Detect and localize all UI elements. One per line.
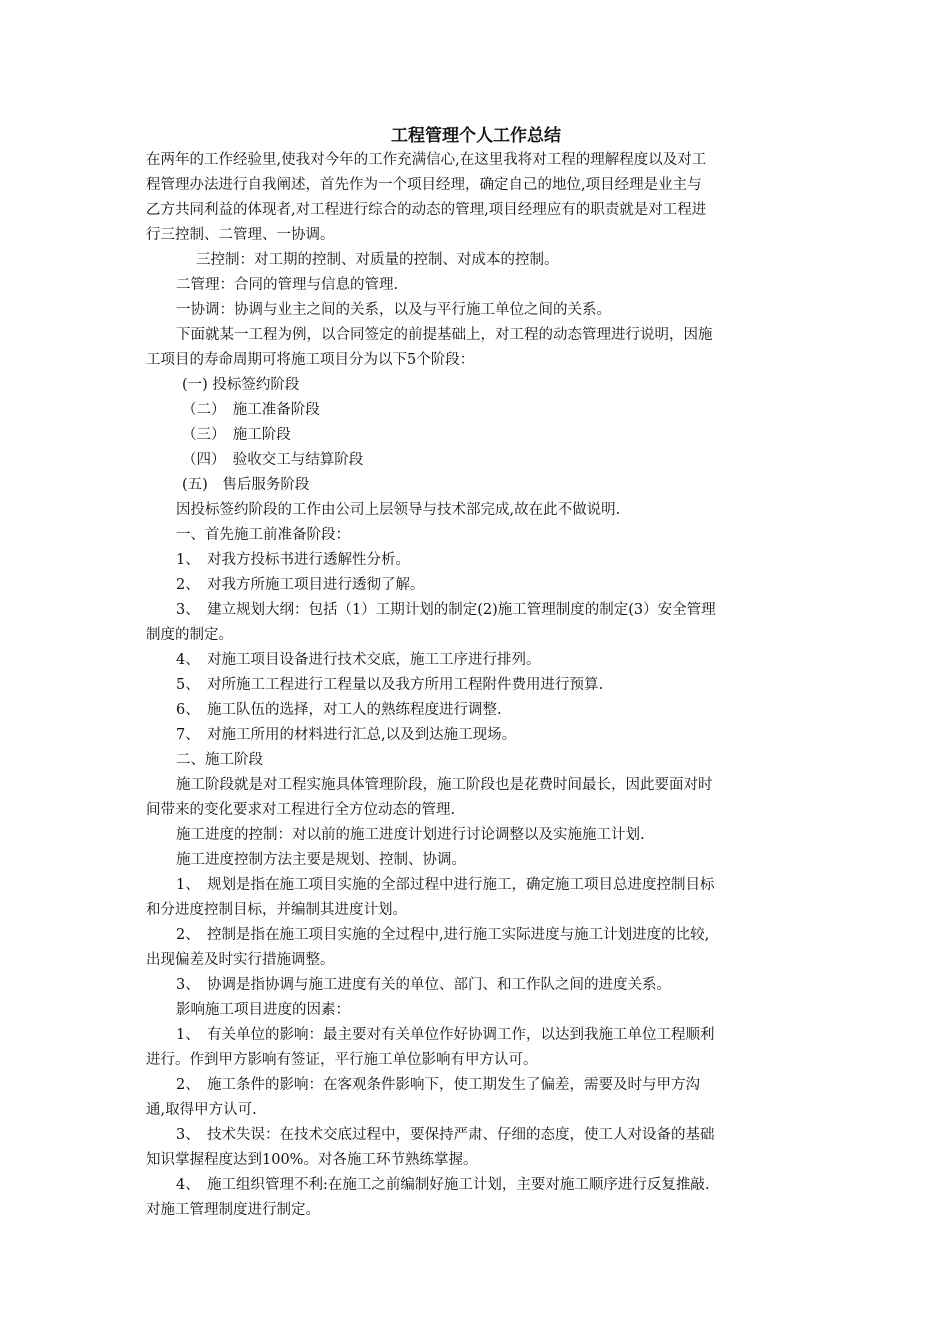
document-title: 工程管理个人工作总结 xyxy=(391,126,561,146)
list-item: 1、 有关单位的影响：最主要对有关单位作好协调工作，以达到我施工单位工程顺利 xyxy=(176,1027,715,1043)
paragraph-line: 出现偏差及时实行措施调整。 xyxy=(146,952,335,968)
section-heading: 二、施工阶段 xyxy=(176,752,263,768)
list-item: 1、 规划是指在施工项目实施的全部过程中进行施工，确定施工项目总进度控制目标 xyxy=(176,877,715,893)
list-item: 3、 建立规划大纲：包括（1）工期计划的制定(2)施工管理制度的制定(3）安全管理 xyxy=(176,602,716,618)
paragraph-line: 施工进度的控制：对以前的施工进度计划进行讨论调整以及实施施工计划. xyxy=(176,827,645,843)
list-item: 4、 对施工项目设备进行技术交底，施工工序进行排列。 xyxy=(176,652,541,668)
list-item: （三） 施工阶段 xyxy=(182,427,291,443)
paragraph-line: 一协调：协调与业主之间的关系，以及与平行施工单位之间的关系。 xyxy=(176,302,611,318)
paragraph-line: 影响施工项目进度的因素： xyxy=(176,1002,350,1018)
paragraph-line: 进行。作到甲方影响有签证，平行施工单位影响有甲方认可。 xyxy=(146,1052,538,1068)
list-item: 3、 协调是指协调与施工进度有关的单位、部门、和工作队之间的进度关系。 xyxy=(176,977,671,993)
list-item: 2、 对我方所施工项目进行透彻了解。 xyxy=(176,577,425,593)
paragraph-line: 知识掌握程度达到100%。对各施工环节熟练掌握。 xyxy=(146,1152,478,1168)
list-item: 6、 施工队伍的选择，对工人的熟练程度进行调整. xyxy=(176,702,502,718)
document-page xyxy=(146,124,806,1223)
paragraph-line: 和分进度控制目标，并编制其进度计划。 xyxy=(146,902,407,918)
list-item: (一) 投标签约阶段 xyxy=(182,377,300,393)
paragraph-line: 因投标签约阶段的工作由公司上层领导与技术部完成,故在此不做说明. xyxy=(176,502,621,518)
paragraph-line: 行三控制、二管理、一协调。 xyxy=(146,227,335,243)
list-item: （二） 施工准备阶段 xyxy=(182,402,320,418)
paragraph-line: 程管理办法进行自我阐述，首先作为一个项目经理，确定自己的地位,项目经理是业主与 xyxy=(146,177,702,193)
paragraph-line: 对施工管理制度进行制定。 xyxy=(146,1202,320,1218)
paragraph-line: 二管理：合同的管理与信息的管理. xyxy=(176,277,399,293)
paragraph-line: 通,取得甲方认可. xyxy=(146,1102,257,1118)
paragraph-line: 乙方共同利益的体现者,对工程进行综合的动态的管理,项目经理应有的职责就是对工程进 xyxy=(146,202,707,218)
paragraph-line: 在两年的工作经验里,使我对今年的工作充满信心,在这里我将对工程的理解程度以及对工 xyxy=(146,152,707,168)
list-item: （四） 验收交工与结算阶段 xyxy=(182,452,364,468)
paragraph-line: 间带来的变化要求对工程进行全方位动态的管理. xyxy=(146,802,456,818)
paragraph-line: 施工进度控制方法主要是规划、控制、协调。 xyxy=(176,852,466,868)
list-item: 1、 对我方投标书进行透解性分析。 xyxy=(176,552,410,568)
paragraph-line: 三控制：对工期的控制、对质量的控制、对成本的控制。 xyxy=(196,252,559,268)
paragraph-line: 工项目的寿命周期可将施工项目分为以下5个阶段： xyxy=(146,352,475,368)
section-heading: 一、首先施工前准备阶段： xyxy=(176,527,350,543)
list-item: 2、 施工条件的影响：在客观条件影响下，使工期发生了偏差，需要及时与甲方沟 xyxy=(176,1077,700,1093)
list-item: (五) 售后服务阶段 xyxy=(182,477,310,493)
list-item: 7、 对施工所用的材料进行汇总,以及到达施工现场。 xyxy=(176,727,517,743)
paragraph-line: 施工阶段就是对工程实施具体管理阶段，施工阶段也是花费时间最长，因此要面对时 xyxy=(176,777,713,793)
list-item: 3、 技术失误：在技术交底过程中，要保持严肃、仔细的态度，使工人对设备的基础 xyxy=(176,1127,715,1143)
list-item: 5、 对所施工工程进行工程量以及我方所用工程附件费用进行预算. xyxy=(176,677,604,693)
paragraph-line: 下面就某一工程为例，以合同签定的前提基础上，对工程的动态管理进行说明，因施 xyxy=(176,327,713,343)
list-item: 4、 施工组织管理不利:在施工之前编制好施工计划，主要对施工顺序进行反复推敲. xyxy=(176,1177,710,1193)
list-item: 2、 控制是指在施工项目实施的全过程中,进行施工实际进度与施工计划进度的比较, xyxy=(176,927,710,943)
paragraph-line: 制度的制定。 xyxy=(146,627,233,643)
